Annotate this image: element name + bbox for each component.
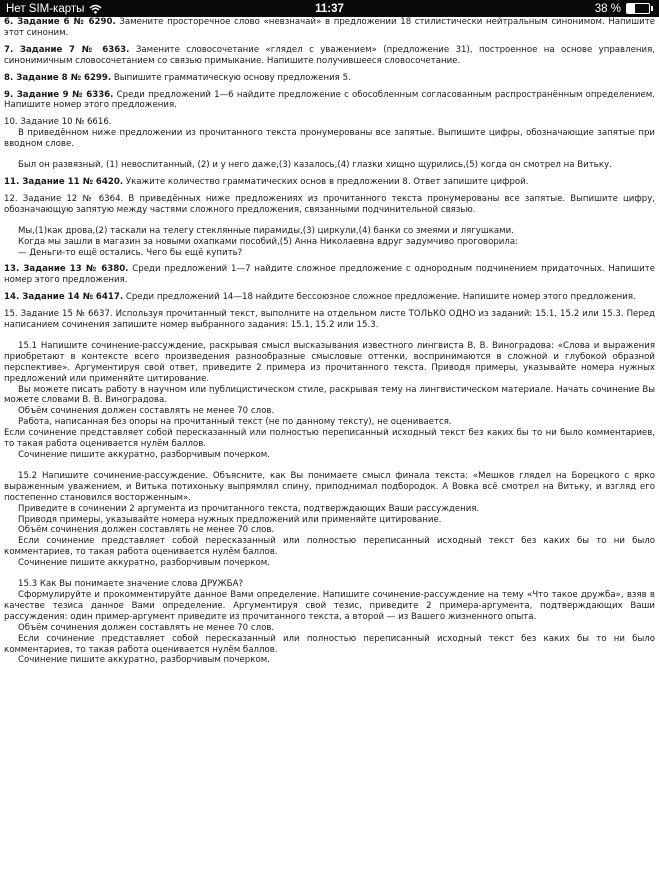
battery-percent: 38 % [594, 2, 621, 15]
essay-151-para: Объём сочинения должен составлять не менее 70 слов. [18, 406, 275, 417]
status-left [6, 3, 102, 15]
task-header: 11. Задание 11 № 6420. [4, 176, 124, 187]
task-body: Замените словосочетание «глядел с уважением» (предложение 31), построенное на основе управления, синонимичным словосочетанием со связью примыкание. Напишите получившееся словосочетание. [4, 44, 655, 66]
essay-153-para: Объём сочинения должен составлять не менее 70 слов. [18, 622, 275, 633]
task-header: 8. Задание 8 № 6299. [4, 72, 112, 83]
essay-153-para: 15.3 Как Вы понимаете значение слова ДРУЖБА? [18, 579, 244, 590]
essay-152-para: Приведите в сочинении 2 аргумента из прочитанного текста, подтверждающих Ваши рассуждения. [18, 503, 480, 514]
task-quote: Мы,(1)как дрова,(2) таскали на телегу стеклянные пирамиды,(3) циркули,(4) банки со змеями и лягушками. [18, 225, 514, 236]
carrier-label: Нет SIM-карты [6, 2, 85, 15]
essay-153-para: Сочинение пишите аккуратно, разборчивым почерком. [18, 655, 270, 666]
task-12 [4, 194, 655, 216]
document [0, 17, 659, 666]
task-body: Среди предложений 14—18 найдите бессоюзное сложное предложение. Напишите номер этого предложения. [125, 292, 636, 303]
task-body: В приведённых ниже предложениях из прочитанного текста пронумерованы все запятые. Выпишите цифру, обозначающую запятую между частями сложного предложения, связанными подчинительной связью. [4, 193, 656, 215]
task-body: В приведённом ниже предложении из прочитанного текста пронумерованы все запятые. Выпишите цифры, обозначающие запятые при вводном слове. [4, 128, 655, 150]
task-10 [4, 117, 655, 128]
essay-151-para: Если сочинение представляет собой пересказанный или полностью переписанный исходный текст без каких бы то ни было комментариев, то такая работа оценивается нулём баллов. [4, 428, 655, 450]
task-14 [4, 292, 655, 303]
task-6 [4, 17, 655, 39]
essay-153-para: Если сочинение представляет собой пересказанный или полностью переписанный исходный текст без каких бы то ни было комментариев, то такая работа оценивается нулём баллов. [4, 633, 655, 655]
task-header: 13. Задание 13 № 6380. [4, 264, 129, 275]
essay-153-para: Сформулируйте и прокомментируйте данное Вами определение. Напишите сочинение-рассуждение на тему «Что такое дружба», взяв в качестве тезиса данное Вами определение. Аргументируя свой тезис, приведите 2 примера-аргумента, подтверждающих Ваши рассуждения: один пример-аргумент приведите из прочитанного текста, а второй — из Вашего жизненного опыта. [4, 589, 655, 622]
essay-152-para: Приводя примеры, указывайте номера нужных предложений или применяйте цитирование. [18, 514, 442, 525]
task-body: Используя прочитанный текст, выполните на отдельном листе ТОЛЬКО ОДНО из заданий: 15.1, 15.2 или 15.3. Перед написанием сочинения запишите номер выбранного задания: 15.1, 15.2 или 15.3. [4, 309, 656, 331]
task-header: 6. Задание 6 № 6290. [4, 17, 116, 27]
battery-icon [626, 3, 650, 14]
task-body: Укажите количество грамматических основ в предложении 8. Ответ запишите цифрой. [125, 176, 529, 187]
task-header: 15. Задание 15 № 6637. [4, 309, 113, 320]
task-body: Замените просторечное слово «невзначай» в предложении 18 стилистически нейтральным синонимом. Напишите этот синоним. [4, 17, 656, 38]
battery-fill [627, 4, 635, 13]
task-quote: — Деньги-то ещё остались. Чего бы ещё купить? [18, 247, 243, 258]
task-quote: Когда мы зашли в магазин за новыми охапками пособий,(5) Анна Николаевна вдруг задумчиво проговорила: [18, 236, 519, 247]
task-7 [4, 45, 655, 67]
task-quote: Был он развязный, (1) невоспитанный, (2) и у него даже,(3) казалось,(4) глазки хищно щурились,(5) когда он смотрел на Витьку. [18, 160, 612, 171]
essay-151-para: 15.1 Напишите сочинение-рассуждение, раскрывая смысл высказывания известного лингвиста В. В. Виноградова: «Слова и выражения приобретают в контексте всего произведения разнообразные смысловые оттенки, воспринимаются в сложной и глубокой образной перспективе». Аргументируя свой ответ, приведите 2 примера из прочитанного текста. Приводя примеры, указывайте номера нужных предложений или применяйте цитирование. [4, 340, 655, 384]
wifi-icon [89, 4, 102, 14]
essay-151-para: Вы можете писать работу в научном или публицистическом стиле, раскрывая тему на лингвистическом материале. Начать сочинение Вы можете словами В. В. Виноградова. [4, 384, 655, 406]
status-time: 11:37 [315, 2, 344, 15]
task-body: Среди предложений 1—6 найдите предложение с обособленным согласованным распространённым определением. Напишите номер этого предложения. [4, 89, 655, 111]
essay-151-para: Работа, написанная без опоры на прочитанный текст (не по данному тексту), не оценивается. [18, 417, 452, 428]
task-9 [4, 90, 655, 112]
task-body: Среди предложений 1—7 найдите сложное предложение с однородным подчинением придаточных. Напишите номер этого предложения. [4, 264, 655, 286]
task-header: 7. Задание 7 № 6363. [4, 44, 130, 55]
essay-152-para: 15.2 Напишите сочинение-рассуждение. Объясните, как Вы понимаете смысл финала текста: «Мешков глядел на Борецкого с ярко выраженным уважением, и Витька потихоньку выпрямлял спину, приподнимал подбородок. А Вовка всё смотрел на Витьку, и взгляд его постепенно становился восторженным». [4, 470, 655, 503]
essay-152-para: Если сочинение представляет собой пересказанный или полностью переписанный исходный текст без каких бы то ни было комментариев, то такая работа оценивается нулём баллов. [4, 536, 655, 558]
task-body: Выпишите грамматическую основу предложения 5. [113, 72, 351, 83]
task-11 [4, 177, 655, 188]
essay-151-para: Сочинение пишите аккуратно, разборчивым почерком. [18, 450, 270, 460]
task-header: 12. Задание 12 № 6364. [4, 193, 124, 204]
status-right [595, 3, 653, 15]
essay-152-para: Сочинение пишите аккуратно, разборчивым почерком. [18, 558, 270, 569]
status-bar [0, 0, 659, 17]
task-header: 14. Задание 14 № 6417. [4, 292, 124, 303]
task-15 [4, 309, 655, 331]
essay-152-para: Объём сочинения должен составлять не менее 70 слов. [18, 525, 275, 536]
task-8 [4, 73, 655, 84]
task-header: 10. Задание 10 № 6616. [4, 117, 112, 128]
task-13 [4, 264, 655, 286]
task-header: 9. Задание 9 № 6336. [4, 89, 114, 100]
